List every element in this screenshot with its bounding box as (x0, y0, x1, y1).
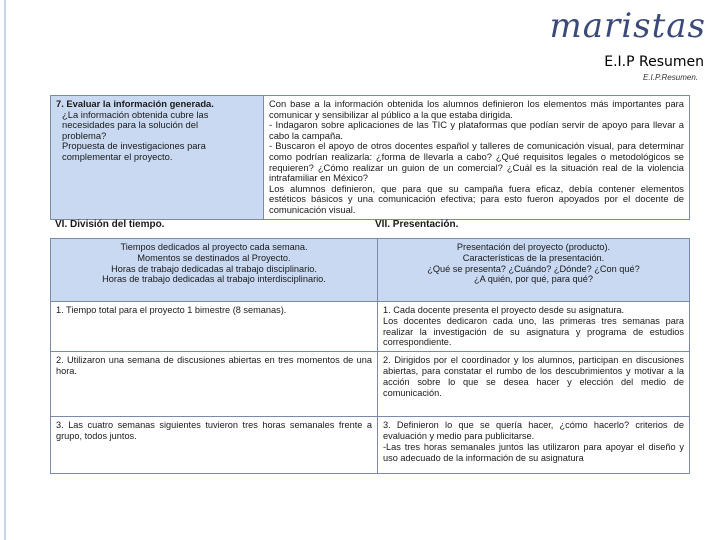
header-line: Características de la presentación. (462, 252, 605, 263)
presentation-cell (378, 302, 690, 352)
evaluation-question-cell (51, 96, 264, 220)
evaluation-table (50, 95, 690, 220)
answer-paragraph: Los alumnos definieron, que para que su campaña fuera eficaz, debía contener elementos estéticos básicos y una comunicación efectiva; para esto fueron apoyados por el docente de comunicación visual. (269, 182, 684, 215)
section-7-heading: 7. Evaluar la información generada. (56, 98, 214, 109)
time-cell: 2. Utilizaron una semana de discusiones abiertas en tres momentos de una hora. (51, 352, 378, 417)
question-line: ¿La información obtenida cubre las (62, 108, 209, 120)
slide-header (0, 0, 720, 90)
table-row (51, 417, 690, 474)
time-header-cell (51, 239, 378, 302)
presentation-header-cell (378, 239, 690, 302)
cell-line: -Las tres horas semanales juntos las utilizaron para apoyar el diseño y uso adecuado de la información de su asignatura (383, 441, 684, 463)
table-row (51, 352, 690, 417)
header-line: Momentos se destinados al Proyecto. (137, 252, 291, 263)
presentation-cell (378, 352, 690, 417)
time-presentation-table (50, 238, 690, 474)
table-header-row (51, 239, 690, 302)
heading-division-tiempo: VI. División del tiempo. (55, 219, 165, 230)
header-line: Presentación del proyecto (producto). (456, 242, 611, 252)
cell-line: 2. Dirigidos por el coordinador y los alumnos, participan en discusiones abiertas, para constatar el rumbo de los descubrimientos y motivar a la acción sobre lo que se desea hacer y elección del medio de comunicación. (383, 355, 684, 398)
slide-subtitle: E.I.P.Resumen. (643, 73, 698, 82)
question-line: complementar el proyecto. (62, 150, 173, 162)
answer-paragraph: - Buscaron el apoyo de otros docentes español y talleres de comunicación visual, para determinar como podrían realizarla: ¿forma de llevarla a cabo? ¿Qué requisitos legales o metodológicos se requieren? ¿Cómo realizar un guion de un comercial? ¿Cuál es la situación real de la violencia intrafamiliar en México? (269, 140, 684, 184)
time-cell: 3. Las cuatro semanas siguientes tuvieron tres horas semanales frente a grupo, todos juntos. (51, 417, 378, 474)
cell-line: 1. Cada docente presenta el proyecto desde su asignatura. (383, 305, 625, 315)
presentation-cell (378, 417, 690, 474)
header-line: Horas de trabajo dedicadas al trabajo interdisciplinario. (102, 274, 326, 285)
answer-paragraph: Con base a la información obtenida los alumnos definieron los elementos más importantes para comunicar y sensibilizar al público a la que estaba dirigida. (269, 98, 684, 120)
question-line: necesidades para la solución del (62, 119, 199, 131)
header-line: ¿Qué se presenta? ¿Cuándo? ¿Dónde? ¿Con qué? (427, 263, 640, 274)
header-line: Tiempos dedicados al proyecto cada semana. (120, 242, 308, 252)
evaluation-answer-cell (264, 96, 690, 220)
heading-presentacion: VII. Presentación. (375, 219, 459, 230)
table-row (51, 96, 690, 220)
table-row (51, 302, 690, 352)
header-line: Horas de trabajo dedicadas al trabajo disciplinario. (111, 263, 317, 274)
answer-paragraph: - Indagaron sobre aplicaciones de las TIC y plataformas que podían servir de apoyo para llevar a cabo la campaña. (269, 119, 684, 141)
header-line: ¿A quién, por qué, para qué? (473, 274, 593, 285)
time-cell: 1. Tiempo total para el proyecto 1 bimestre (8 semanas). (51, 302, 378, 352)
slide-title: E.I.P Resumen (604, 54, 704, 70)
cell-line: Los docentes dedicaron cada uno, las primeras tres semanas para realizar la investigación de su asignatura y programa de estudios correspondiente. (383, 315, 684, 348)
question-line: problema? (62, 129, 107, 141)
cell-line: 3. Definieron lo que se quería hacer, ¿cómo hacerlo? criterios de evaluación y medio para publicitarse. (383, 420, 684, 441)
question-line: Propuesta de investigaciones para (62, 140, 206, 152)
maristas-logo: maristas (549, 6, 706, 46)
